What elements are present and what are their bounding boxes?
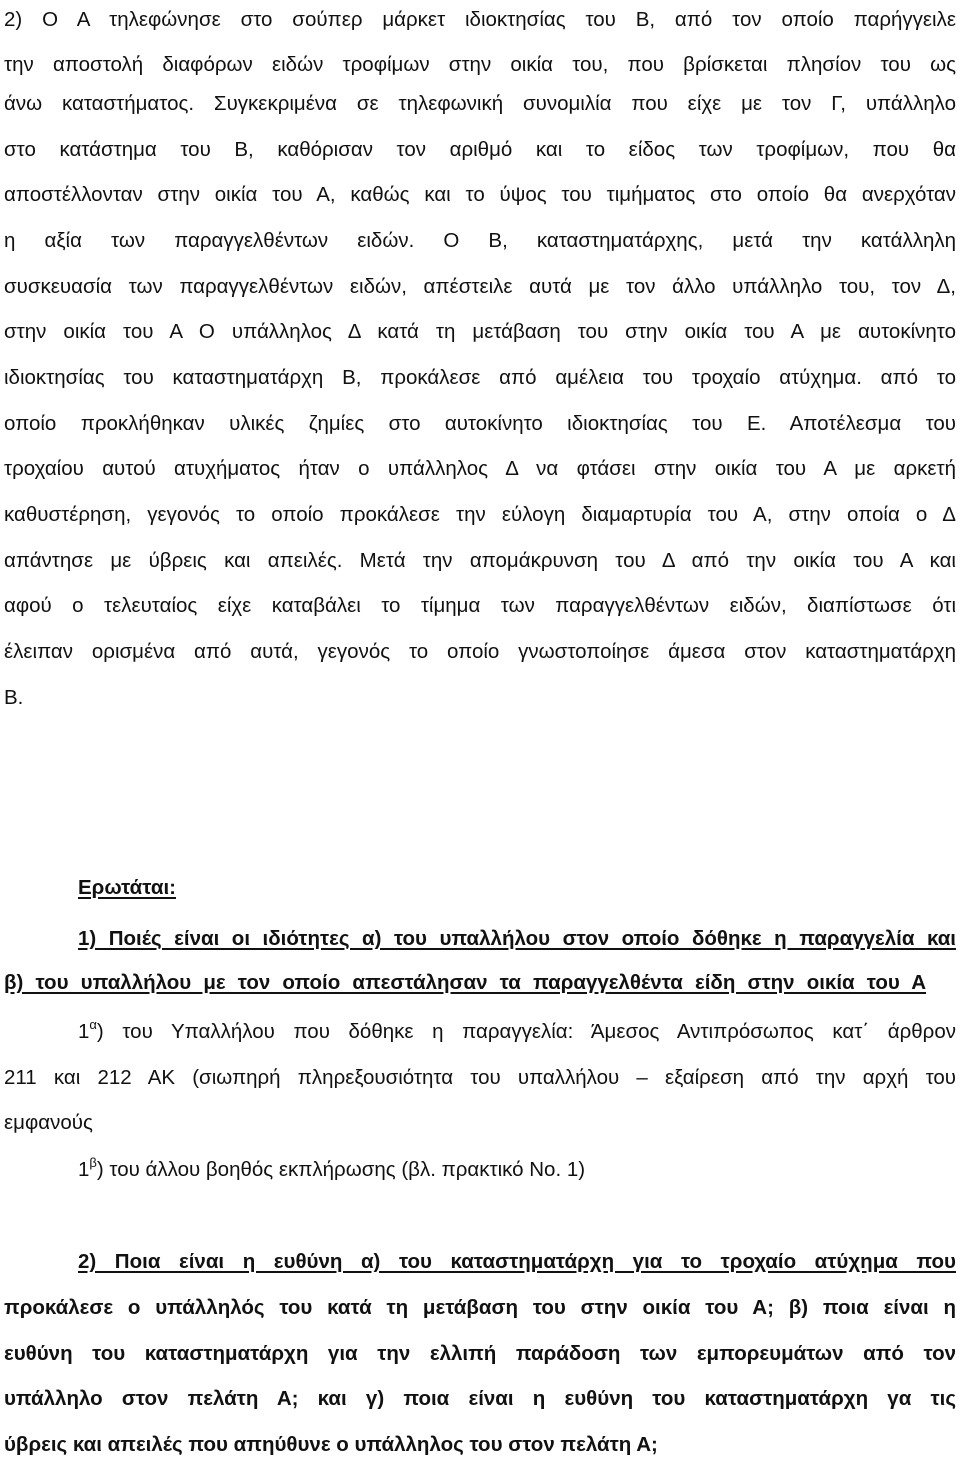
- paragraph-line: τροχαίου αυτού ατυχήματος ήταν ο υπάλληλος Δ να φτάσει στην οικία του Α με αρκετή: [4, 457, 956, 480]
- answer-1a-line: εμφανούς: [4, 1111, 93, 1134]
- answer-1a-text: ) του Υπαλλήλου που δόθηκε η παραγγελία: Άμεσος Αντιπρόσωπος κατ΄ άρθρον: [96, 1020, 956, 1043]
- question-2-line: ύβρεις και απειλές που απηύθυνε ο υπάλληλος του στον πελάτη Α;: [4, 1433, 658, 1456]
- answer-1a-superscript: α: [89, 1017, 97, 1032]
- answer-1a-line: 211 και 212 ΑΚ (σιωπηρή πληρεξουσιότητα του υπαλλήλου – εξαίρεση από την αρχή του: [4, 1066, 956, 1089]
- paragraph-line: η αξία των παραγγελθέντων ειδών. Ο Β, καταστηματάρχης, μετά την κατάλληλη: [4, 229, 956, 252]
- paragraph-line: άνω καταστήματος. Συγκεκριμένα σε τηλεφωνική συνομιλία που είχε με τον Γ, υπάλληλο: [4, 92, 956, 115]
- paragraph-line: έλειπαν ορισμένα από αυτά, γεγονός το οποίο γνωστοποίησε άμεσα στον καταστηματάρχη: [4, 640, 956, 663]
- paragraph-line: την αποστολή διαφόρων ειδών τροφίμων στην οικία του, που βρίσκεται πλησίον του ως: [4, 53, 956, 76]
- paragraph-line: καθυστέρηση, γεγονός το οποίο προκάλεσε την εύλογη διαμαρτυρία του Α, στην οποία ο Δ: [4, 503, 956, 526]
- answer-1b-number: 1: [78, 1158, 90, 1181]
- paragraph-line: απάντησε με ύβρεις και απειλές. Μετά την απομάκρυνση του Δ από την οικία του Α και: [4, 549, 956, 572]
- paragraph-line: ιδιοκτησίας του καταστηματάρχη Β, προκάλεσε από αμέλεια του τροχαίο ατύχημα. από το: [4, 366, 956, 389]
- paragraph-line: 2) Ο Α τηλεφώνησε στο σούπερ μάρκετ ιδιοκτησίας του Β, από τον οποίο παρήγγειλε: [4, 8, 956, 31]
- question-1-line: 1) Ποιές είναι οι ιδιότητες α) του υπαλλήλου στον οποίο δόθηκε η παραγγελία και: [78, 927, 956, 950]
- question-2-line: υπάλληλο στον πελάτη Α; και γ) ποια είναι η ευθύνη του καταστηματάρχη γα τις: [4, 1387, 956, 1410]
- question-2-line: ευθύνη του καταστηματάρχη για την ελλιπή παράδοση των εμπορευμάτων από τον: [4, 1342, 956, 1365]
- answer-1b-superscript: β: [89, 1155, 97, 1170]
- paragraph-line: αποστέλλονταν στην οικία του Α, καθώς και το ύψος του τιμήματος στο οποίο θα ανερχόταν: [4, 183, 956, 206]
- paragraph-line: αφού ο τελευταίος είχε καταβάλει το τίμημα των παραγγελθέντων ειδών, διαπίστωσε ότι: [4, 594, 956, 617]
- paragraph-line: Β.: [4, 686, 24, 709]
- paragraph-line: στο κατάστημα του Β, καθόρισαν τον αριθμό και το είδος των τροφίμων, που θα: [4, 138, 956, 161]
- paragraph-line: οποίο προκλήθηκαν υλικές ζημίες στο αυτοκίνητο ιδιοκτησίας του Ε. Αποτέλεσμα του: [4, 412, 956, 435]
- answer-1b-text: ) του άλλου βοηθός εκπλήρωσης (βλ. πρακτικό Νο. 1): [96, 1158, 586, 1181]
- answer-1b: [78, 1156, 585, 1184]
- paragraph-line: συσκευασία των παραγγελθέντων ειδών, απέστειλε αυτά με τον άλλο υπάλληλο του, τον Δ,: [4, 275, 956, 298]
- question-1-line: β) του υπαλλήλου με τον οποίο απεστάλησαν τα παραγγελθέντα είδη στην οικία του Α: [4, 971, 926, 994]
- paragraph-line: στην οικία του Α Ο υπάλληλος Δ κατά τη μετάβαση του στην οικία του Α με αυτοκίνητο: [4, 320, 956, 343]
- answer-1a-line: [78, 1018, 956, 1046]
- question-2-line: 2) Ποια είναι η ευθύνη α) του καταστηματάρχη για το τροχαίο ατύχημα που: [78, 1250, 956, 1273]
- answer-1a-number: 1: [78, 1020, 90, 1043]
- question-2-line: προκάλεσε ο υπάλληλός του κατά τη μετάβαση του στην οικία του Α; β) ποια είναι η: [4, 1296, 956, 1319]
- questions-heading: Ερωτάται:: [78, 876, 176, 899]
